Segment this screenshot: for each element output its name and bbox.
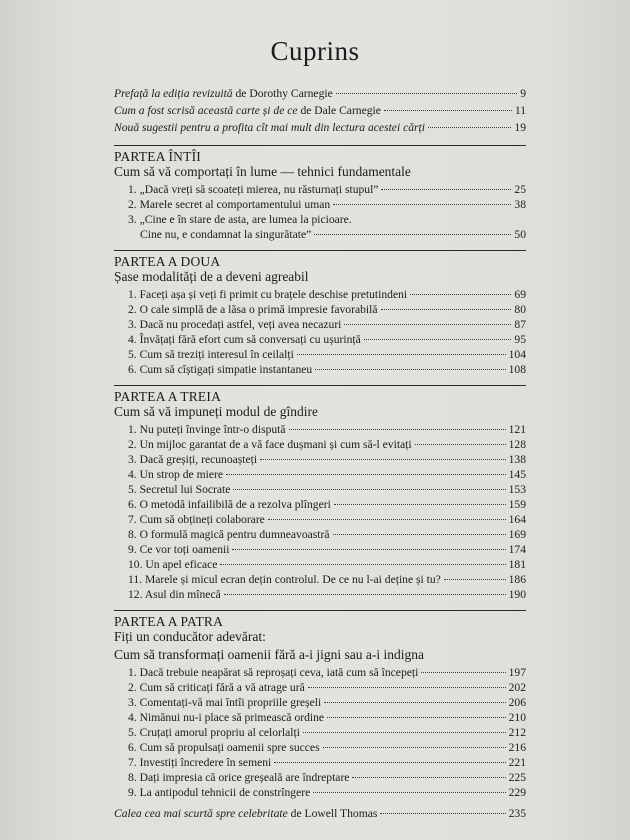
page-number: 212: [508, 726, 526, 739]
page-number: 197: [508, 666, 526, 679]
dot-leader: [324, 702, 505, 703]
chapter-entry: [114, 725, 526, 740]
entry-text: 1. Nu puteți învinge într-o dispută: [128, 423, 286, 436]
dot-leader: [260, 459, 506, 460]
dot-leader: [297, 354, 506, 355]
entry-text: 8. O formulă magică pentru dumneavoastră: [128, 528, 330, 541]
entry-title-italic: Cum a fost scrisă această carte și de ce: [114, 104, 298, 117]
dot-leader: [268, 519, 506, 520]
chapter-entry: [114, 770, 526, 785]
entry-text: 7. Cum să obțineți colaborare: [128, 513, 265, 526]
entry-title: [128, 452, 257, 467]
page-number: 145: [508, 468, 526, 481]
page-number: 174: [508, 543, 526, 556]
chapter-entry: [114, 422, 526, 437]
entry-title: [128, 710, 324, 725]
entry-title: [114, 86, 333, 101]
entry-title: [128, 422, 286, 437]
dot-leader: [364, 339, 512, 340]
page-number: 95: [514, 333, 526, 346]
entry-title: [128, 302, 378, 317]
dot-leader: [344, 324, 511, 325]
dot-leader: [334, 504, 506, 505]
dot-leader: [415, 444, 506, 445]
dot-leader: [313, 792, 505, 793]
entry-title: [128, 587, 221, 602]
chapter-entry: [114, 512, 526, 527]
entry-text: 2. Cum să criticați fără a vă atrage ură: [128, 681, 305, 694]
entry-title-italic: Prefață la ediția revizuită: [114, 87, 233, 100]
page-number: 9: [520, 87, 526, 100]
entry-title: [128, 347, 294, 362]
dot-leader: [352, 777, 505, 778]
entry-text: Cine nu, e condamnat la singurătate”: [140, 228, 312, 241]
part-heading: PARTEA ÎNTÎI: [114, 145, 526, 164]
chapter-entry: [114, 680, 526, 695]
entry-title: [128, 725, 300, 740]
entry-text: de Lowell Thomas: [287, 807, 378, 820]
entry-title: [140, 227, 311, 242]
chapter-entry: [114, 287, 526, 302]
entry-text: 2. O cale simplă de a lăsa o primă impresie favorabilă: [128, 303, 378, 316]
chapter-entry: [114, 332, 526, 347]
page-number: 128: [508, 438, 526, 451]
dot-leader: [421, 672, 505, 673]
page-number: 121: [508, 423, 526, 436]
prefatory-entry: [114, 103, 526, 118]
entry-title: [128, 467, 223, 482]
entry-title: [128, 317, 341, 332]
chapter-entry: [114, 710, 526, 725]
page-number: 80: [514, 303, 526, 316]
page-number: 206: [508, 696, 526, 709]
dot-leader: [381, 189, 511, 190]
entry-title: [128, 755, 271, 770]
page-number: 202: [508, 681, 526, 694]
dot-leader: [233, 489, 505, 490]
dot-leader: [333, 534, 506, 535]
prefatory-entry: [114, 86, 526, 101]
chapter-entry: [114, 197, 526, 212]
chapter-entry: [114, 695, 526, 710]
page-number: 108: [508, 363, 526, 376]
entry-text: 12. Asul din mînecă: [128, 588, 221, 601]
entry-title: [128, 572, 441, 587]
page-number: 50: [514, 228, 526, 241]
entry-text: 4. Nimănui nu-i place să primească ordine: [128, 711, 325, 724]
dot-leader: [384, 110, 512, 111]
entry-title: [114, 806, 377, 821]
entry-text: 8. Dați impresia că orice greșeală are îndreptare: [128, 771, 350, 784]
entry-text: 1. Faceți așa și veți fi primit cu brațele deschise pretutindeni: [128, 288, 408, 301]
chapter-entry: [114, 740, 526, 755]
dot-leader: [380, 813, 505, 814]
chapter-entry: [114, 452, 526, 467]
part-subtitle: Cum să vă impuneți modul de gîndire: [114, 404, 318, 419]
entry-text: 9. Ce vor toți oamenii: [128, 543, 230, 556]
dot-leader: [381, 309, 512, 310]
page-number: 11: [514, 104, 526, 117]
chapter-entry: [114, 467, 526, 482]
page-number: 104: [508, 348, 526, 361]
entry-title: [128, 740, 320, 755]
entry-text: 1. Dacă trebuie neapărat să reproșați ceva, iată cum să începeți: [128, 666, 419, 679]
entry-title: [128, 527, 330, 542]
part-heading: PARTEA A DOUA: [114, 250, 526, 269]
dot-leader: [428, 127, 511, 128]
dot-leader: [327, 717, 506, 718]
entry-title: [128, 785, 310, 800]
page-number: 225: [508, 771, 526, 784]
chapter-entry: [114, 362, 526, 377]
entry-title-italic: Calea cea mai scurtă spre celebritate: [114, 807, 288, 820]
chapter-entry: [114, 527, 526, 542]
page-number: 87: [514, 318, 526, 331]
dot-leader: [232, 549, 505, 550]
entry-text: 5. Secretul lui Socrate: [128, 483, 231, 496]
entry-text: 7. Investiți încredere în semeni: [128, 756, 272, 769]
page-number: 169: [508, 528, 526, 541]
entry-text: 6. O metodă infailibilă de a rezolva plîngeri: [128, 498, 331, 511]
page-number: 186: [508, 573, 526, 586]
chapter-entry: [114, 572, 526, 587]
chapter-entry: [114, 482, 526, 497]
page-number: 229: [508, 786, 526, 799]
entry-title: [128, 770, 349, 785]
entry-text: 3. „Cine e în stare de asta, are lumea la picioare.: [128, 213, 352, 226]
page-number: 38: [514, 198, 526, 211]
chapter-entry: [114, 347, 526, 362]
chapter-entry: [114, 665, 526, 680]
dot-leader: [410, 294, 511, 295]
chapter-entry: [114, 587, 526, 602]
chapter-entry: [114, 302, 526, 317]
entry-text: 6. Cum să cîștigați simpatie instantaneu: [128, 363, 313, 376]
entry-title: [128, 332, 361, 347]
entry-title: [128, 197, 330, 212]
entry-title: [114, 103, 381, 118]
entry-title: [128, 542, 229, 557]
chapter-entry: [114, 755, 526, 770]
entry-text: de Dale Carnegie: [297, 104, 381, 117]
entry-title-italic: Nouă sugestii pentru a profita cît mai mult din lectura acestei cărți: [114, 121, 425, 134]
entry-text: 4. Învățați fără efort cum să conversați cu ușurință: [128, 333, 361, 346]
chapter-entry: [114, 497, 526, 512]
entry-title: [128, 512, 265, 527]
chapter-entry: [114, 542, 526, 557]
page-number: 216: [508, 741, 526, 754]
page-number: 181: [508, 558, 526, 571]
entry-title: [128, 482, 230, 497]
entry-text: 10. Un apel eficace: [128, 558, 218, 571]
page-number: 19: [514, 121, 526, 134]
entry-text: 5. Cruțați amorul propriu al celorlalți: [128, 726, 300, 739]
prefatory-entry: [114, 120, 526, 135]
page-number: 25: [514, 183, 526, 196]
page-number: 221: [508, 756, 526, 769]
page-number: 153: [508, 483, 526, 496]
part-subtitle: Cum să transformați oamenii fără a-i jigni sau a-i indigna: [114, 647, 425, 662]
page-number: 164: [508, 513, 526, 526]
entry-text: 11. Marele și micul ecran dețin controlul. De ce nu l-ai deține și tu?: [128, 573, 441, 586]
dot-leader: [224, 594, 506, 595]
dot-leader: [289, 429, 506, 430]
entry-text: 3. Comentați-vă mai întîi propriile greșeli: [128, 696, 322, 709]
dot-leader: [336, 93, 517, 94]
entry-text: 5. Cum să treziți interesul în ceilalți: [128, 348, 294, 361]
part-subtitle: Cum să vă comportați în lume — tehnici fundamentale: [114, 164, 411, 179]
dot-leader: [314, 234, 511, 235]
entry-text: 9. La antipodul tehnicii de constrîngere: [128, 786, 311, 799]
entry-text: 4. Un strop de miere: [128, 468, 223, 481]
entry-title: [128, 680, 305, 695]
dot-leader: [315, 369, 505, 370]
entry-title: [128, 362, 312, 377]
entry-title: [128, 212, 352, 227]
entry-title: [128, 665, 418, 680]
entry-title: [114, 120, 425, 135]
entry-text: 2. Un mijloc garantat de a vă face dușmani și cum să-l evitați: [128, 438, 412, 451]
chapter-entry: [114, 557, 526, 572]
page-number: 210: [508, 711, 526, 724]
dot-leader: [308, 687, 506, 688]
entry-text: 6. Cum să propulsați oamenii spre succes: [128, 741, 320, 754]
chapter-entry: [114, 785, 526, 800]
closing-entry: [114, 806, 526, 821]
entry-title: [128, 437, 412, 452]
page-number: 69: [514, 288, 526, 301]
dot-leader: [333, 204, 511, 205]
dot-leader: [323, 747, 506, 748]
entry-text: 1. „Dacă vreți să scoateți mierea, nu răsturnați stupul”: [128, 183, 379, 196]
page-number: 235: [508, 807, 526, 820]
table-of-contents: [114, 86, 526, 821]
page-number: 159: [508, 498, 526, 511]
part-heading: PARTEA A TREIA: [114, 385, 526, 404]
page-number: 190: [508, 588, 526, 601]
entry-text: de Dorothy Carnegie: [232, 87, 333, 100]
entry-text: 2. Marele secret al comportamentului uman: [128, 198, 331, 211]
dot-leader: [226, 474, 506, 475]
entry-text: 3. Dacă nu procedați astfel, veți avea necazuri: [128, 318, 342, 331]
chapter-entry: [114, 182, 526, 197]
entry-title: [128, 557, 217, 572]
dot-leader: [220, 564, 505, 565]
dot-leader: [303, 732, 506, 733]
chapter-entry-continued: [114, 227, 526, 242]
page-title: Cuprins: [270, 36, 360, 66]
entry-title: [128, 695, 321, 710]
entry-text: 3. Dacă greșiți, recunoașteți: [128, 453, 258, 466]
chapter-entry: [114, 212, 526, 227]
part-subtitle: Șase modalități de a deveni agreabil: [114, 269, 309, 284]
chapter-entry: [114, 437, 526, 452]
entry-title: [128, 497, 331, 512]
entry-title: [128, 287, 407, 302]
part-subtitle: Fiți un conducător adevărat:: [114, 629, 266, 644]
entry-title: [128, 182, 378, 197]
page-number: 138: [508, 453, 526, 466]
dot-leader: [444, 579, 506, 580]
part-heading: PARTEA A PATRA: [114, 610, 526, 629]
dot-leader: [274, 762, 505, 763]
chapter-entry: [114, 317, 526, 332]
